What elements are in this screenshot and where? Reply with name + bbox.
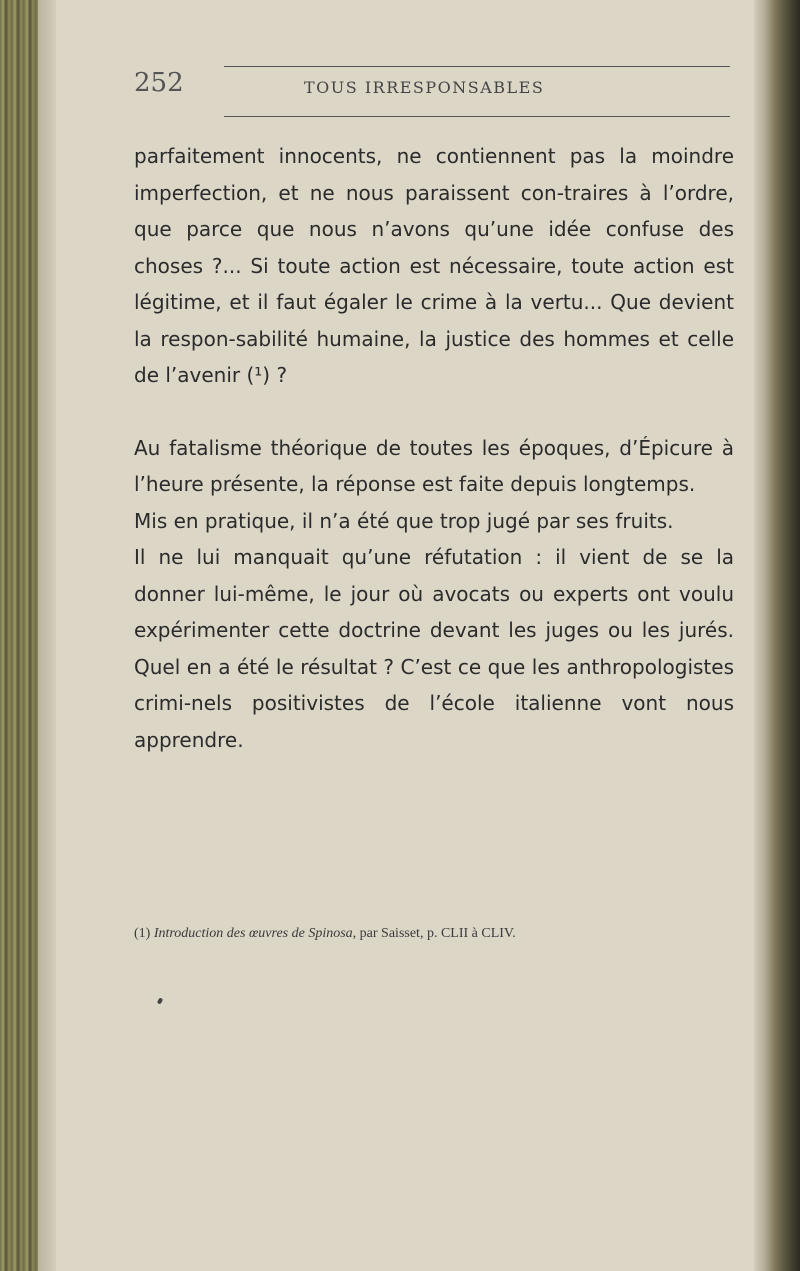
running-title: TOUS IRRESPONSABLES bbox=[304, 78, 545, 97]
book-binding-left bbox=[0, 0, 40, 1271]
footnote-rest: par Saisset, p. CLII à CLIV. bbox=[359, 926, 516, 941]
paragraph: Mis en pratique, il n’a été que trop jugé par ses fruits. bbox=[134, 508, 674, 533]
footnote-title: Introduction des œuvres de Spinosa, bbox=[153, 926, 357, 941]
paragraph: Il ne lui manquait qu’une réfutation : il vient de se la donner lui-même, le jour où avocats ou experts ont voulu expérimenter cette doctrine devant les juges ou les jurés. Quel en a été le résultat ? C’est ce que les anthropologistes crimi-nels positivistes de l’école italienne vont nous apprendre. bbox=[134, 545, 734, 752]
footnote bbox=[134, 926, 734, 942]
page-number: 252 bbox=[134, 68, 184, 98]
paragraph: Au fatalisme théorique de toutes les époques, d’Épicure à l’heure présente, la réponse est faite depuis longtemps. bbox=[134, 435, 734, 496]
paragraph: parfaitement innocents, ne contiennent pas la moindre imperfection, et ne nous paraissent con-traires à l’ordre, que parce que nous n’avons qu’une idée confuse des choses ?... Si toute action est nécessaire, toute action est légitime, et il faut égaler le crime à la vertu... Que devient la respon-sabilité humaine, la justice des hommes et celle de l’avenir (¹) ? bbox=[134, 144, 734, 387]
header-rule-top bbox=[224, 66, 730, 67]
book-edge-right bbox=[754, 0, 800, 1271]
page-gutter-shadow bbox=[38, 0, 56, 1271]
footnote-marker: (1) bbox=[134, 926, 151, 941]
header-rule-bottom bbox=[224, 116, 730, 117]
page-header bbox=[134, 68, 754, 128]
body-text bbox=[134, 138, 734, 758]
